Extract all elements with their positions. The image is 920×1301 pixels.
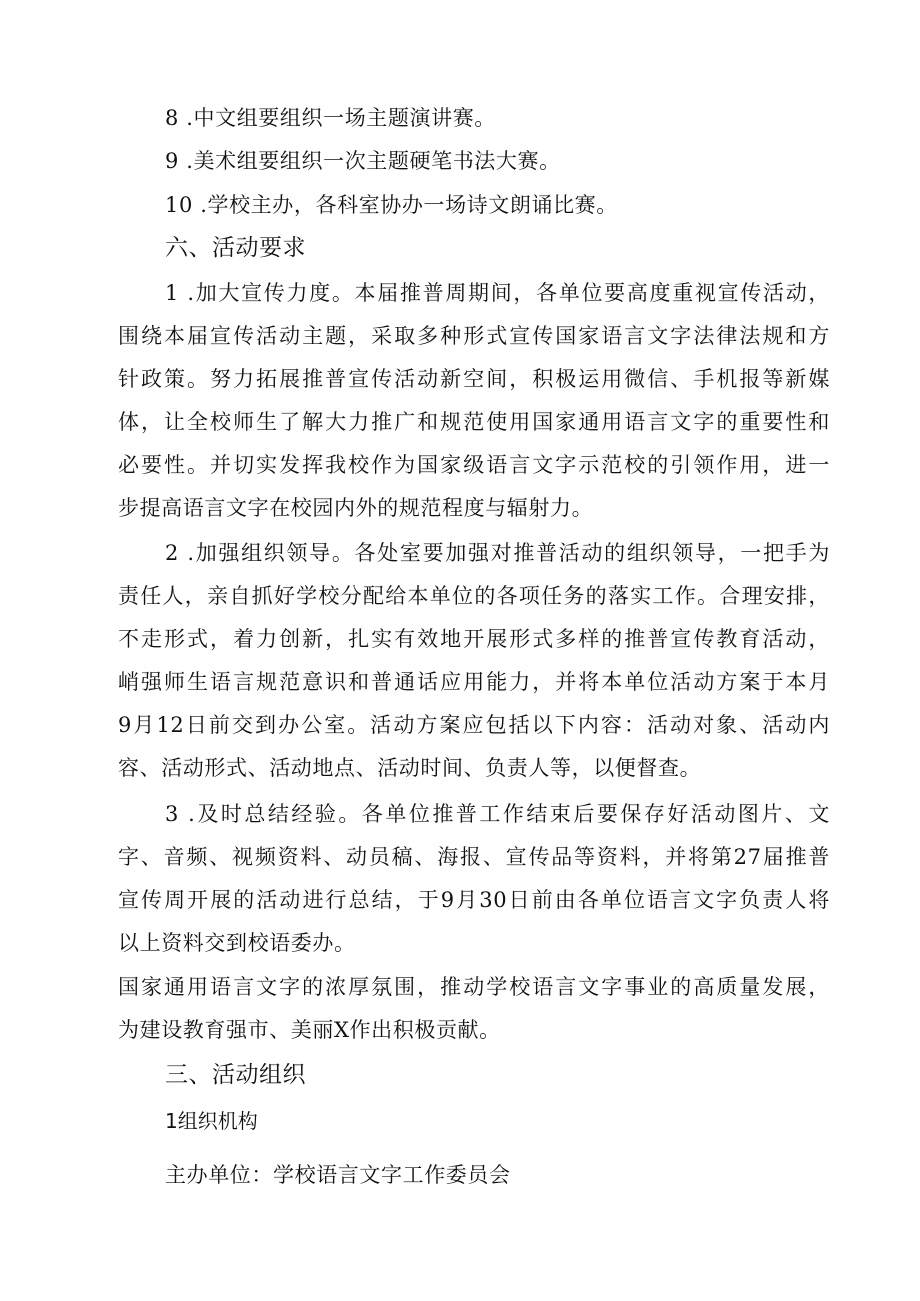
- paragraph-line: 针政策。努力拓展推普宣传活动新空间，积极运用微信、手机报等新媒: [118, 367, 830, 391]
- paragraph-line: 责任人，亲自抓好学校分配给本单位的各项任务的落实工作。合理安排，: [118, 584, 830, 608]
- paragraph-line: 1 .加大宣传力度。本届推普周期间，各单位要高度重视宣传活动，: [165, 281, 830, 305]
- organizer-line: 主办单位：学校语言文字工作委员会: [165, 1163, 511, 1187]
- paragraph-line: 字、音频、视频资料、动员稿、海报、宣传品等资料，并将第27届推普: [118, 845, 830, 869]
- section-heading-organization: 三、活动组织: [165, 1062, 306, 1088]
- paragraph-line: 围绕本届宣传活动主题，采取多种形式宣传国家语言文字法律法规和方: [118, 324, 830, 348]
- paragraph-line: 以上资料交到校语委办。: [118, 931, 356, 955]
- subheading-org-structure: 1组织机构: [165, 1109, 258, 1133]
- paragraph-line: 宣传周开展的活动进行总结，于9月30日前由各单位语言文字负责人将: [118, 888, 830, 912]
- paragraph-line: 2 .加强组织领导。各处室要加强对推普活动的组织领导，一把手为: [165, 541, 830, 565]
- paragraph-line: 必要性。并切实发挥我校作为国家级语言文字示范校的引领作用，进一: [118, 453, 830, 477]
- list-item-8: 8 .中文组要组织一场主题演讲赛。: [165, 106, 496, 130]
- paragraph-line: 峭强师生语言规范意识和普通话应用能力，并将本单位活动方案于本月: [118, 670, 830, 694]
- paragraph-line: 步提高语言文字在校园内外的规范程度与辐射力。: [118, 496, 594, 520]
- paragraph-line: 国家通用语言文字的浓厚氛围，推动学校语言文字事业的高质量发展，: [118, 975, 830, 999]
- paragraph-line: 9月12日前交到办公室。活动方案应包括以下内容：活动对象、活动内: [118, 713, 830, 737]
- paragraph-line: 容、活动形式、活动地点、活动时间、负责人等，以便督查。: [118, 756, 702, 780]
- paragraph-line: 不走形式，着力创新，扎实有效地开展形式多样的推普宣传教育活动，: [118, 627, 830, 651]
- list-item-10: 10 .学校主办，各科室协办一场诗文朗诵比赛。: [165, 193, 618, 217]
- section-heading-requirements: 六、活动要求: [165, 235, 306, 261]
- paragraph-line: 体，让全校师生了解大力推广和规范使用国家通用语言文字的重要性和: [118, 410, 830, 434]
- list-item-9: 9 .美术组要组织一次主题硬笔书法大赛。: [165, 149, 561, 173]
- paragraph-line: 为建设教育强市、美丽X作出积极贡献。: [118, 1018, 501, 1042]
- paragraph-line: 3 .及时总结经验。各单位推普工作结束后要保存好活动图片、文: [165, 802, 830, 826]
